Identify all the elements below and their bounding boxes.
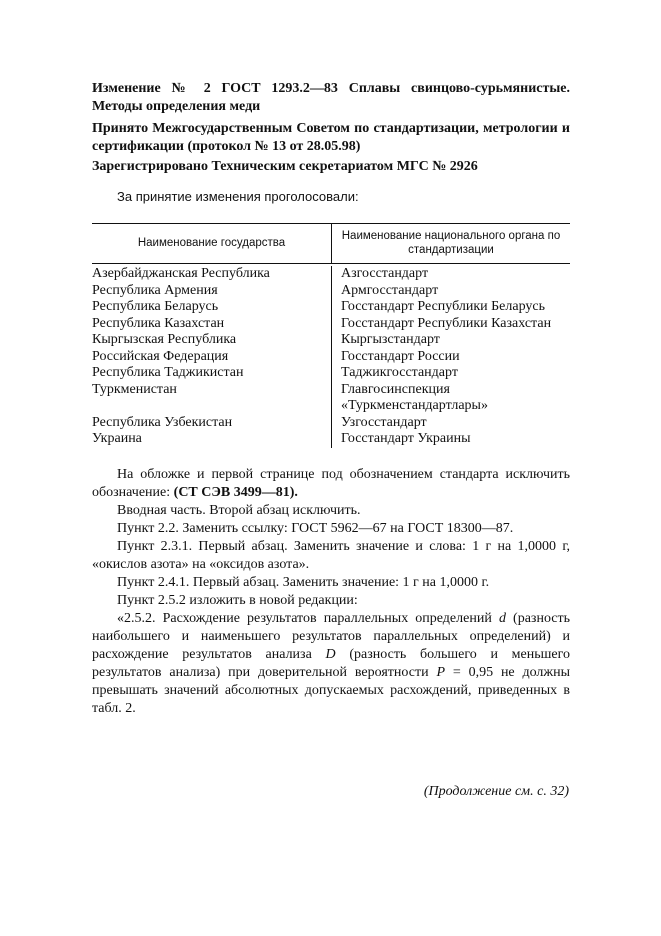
- paragraph-new-2-5-2: [92, 610, 570, 718]
- amendment-body: [92, 466, 570, 718]
- state-column: [92, 266, 328, 448]
- table-header-state: Наименование государства: [137, 237, 286, 249]
- table-cell-org: Госстандарт Республики Казахстан: [341, 315, 552, 331]
- old-designation: (СТ СЭВ 3499—81).: [173, 485, 298, 500]
- paragraph-2-3-1: Пункт 2.3.1. Первый абзац. Заменить значение и слова: 1 г на 1,0000 г, «окислов азота» на «оксидов азота».: [92, 539, 570, 572]
- paragraph-2-2: Пункт 2.2. Заменить ссылку: ГОСТ 5962—67 на ГОСТ 18300—87.: [117, 521, 514, 536]
- table-cell-state: Республика Узбекистан: [92, 414, 233, 430]
- text-segment: «2.5.2. Расхождение результатов параллельных определений: [117, 611, 499, 626]
- paragraph-2-4-1: Пункт 2.4.1. Первый абзац. Заменить значение: 1 г на 1,0000 г.: [117, 575, 490, 590]
- table-cell-org: Азгосстандарт: [341, 266, 429, 281]
- paragraph-cover-text: На обложке и первой странице под обозначением стандарта исключить обозначение:: [92, 467, 570, 500]
- table-cell-org: Госстандарт Республики Беларусь: [341, 299, 546, 314]
- org-column: [341, 266, 571, 448]
- table-cell-state: Республика Таджикистан: [92, 365, 244, 380]
- table-cell-state: Российская Федерация: [92, 348, 229, 364]
- amendment-heading: Изменение № 2 ГОСТ 1293.2—83 Сплавы свинцово-сурьмянистые. Методы определения меди: [92, 81, 570, 114]
- table-cell-state: Республика Армения: [92, 282, 218, 298]
- table-cell-org: Главгосинспекция «Туркменстандартлары»: [341, 381, 488, 413]
- paragraph-cover: [92, 466, 570, 502]
- table-cell-state: Республика Беларусь: [92, 299, 219, 314]
- intro-text: За принятие изменения проголосовали:: [117, 189, 359, 204]
- table-cell-org: Армгосстандарт: [341, 282, 439, 298]
- table-cell-state: Азербайджанская Республика: [92, 266, 270, 281]
- adoption-heading: Принято Межгосударственным Советом по стандартизации, метрологии и сертификации (протокол № 13 от 28.05.98): [92, 121, 570, 154]
- table-cell-org: Госстандарт Украины: [341, 431, 471, 446]
- table-cell-org: Таджикгосстандарт: [341, 365, 458, 380]
- paragraph-intro-part: Вводная часть. Второй абзац исключить.: [117, 503, 361, 518]
- table-body-divider: [331, 266, 332, 448]
- table-header-org: Наименование национального органа по стандартизации: [341, 230, 561, 256]
- continuation-note: (Продолжение см. с. 32): [423, 784, 569, 799]
- symbol-P: P: [436, 665, 445, 680]
- symbol-D: D: [325, 647, 336, 662]
- symbol-d: d: [498, 611, 506, 626]
- table-header-rule: [92, 263, 570, 264]
- text-segment: (разность наибольшего и наименьшего результатов параллельных определений) и расхождение результатов анализа: [92, 611, 571, 662]
- text-segment: = 0,95 не должны превышать значений абсолютных допускаемых расхождений, приведенных в табл. 2.: [92, 665, 570, 716]
- table-cell-org: Кыргызстандарт: [341, 332, 440, 347]
- table-cell-org: Узгосстандарт: [341, 414, 427, 430]
- table-cell-state: Украина: [92, 431, 142, 446]
- table-cell-state: Туркменистан: [92, 381, 177, 397]
- registration-heading: Зарегистрировано Техническим секретариатом МГС № 2926: [92, 159, 478, 174]
- paragraph-2-5-2: Пункт 2.5.2 изложить в новой редакции:: [117, 593, 358, 608]
- text-segment: (разность большего и меньшего результатов анализа) при доверительной вероятности: [92, 647, 570, 680]
- table-cell-state: Кыргызская Республика: [92, 332, 237, 347]
- table-cell-org: Госстандарт России: [341, 348, 460, 364]
- table-cell-state: Республика Казахстан: [92, 315, 225, 331]
